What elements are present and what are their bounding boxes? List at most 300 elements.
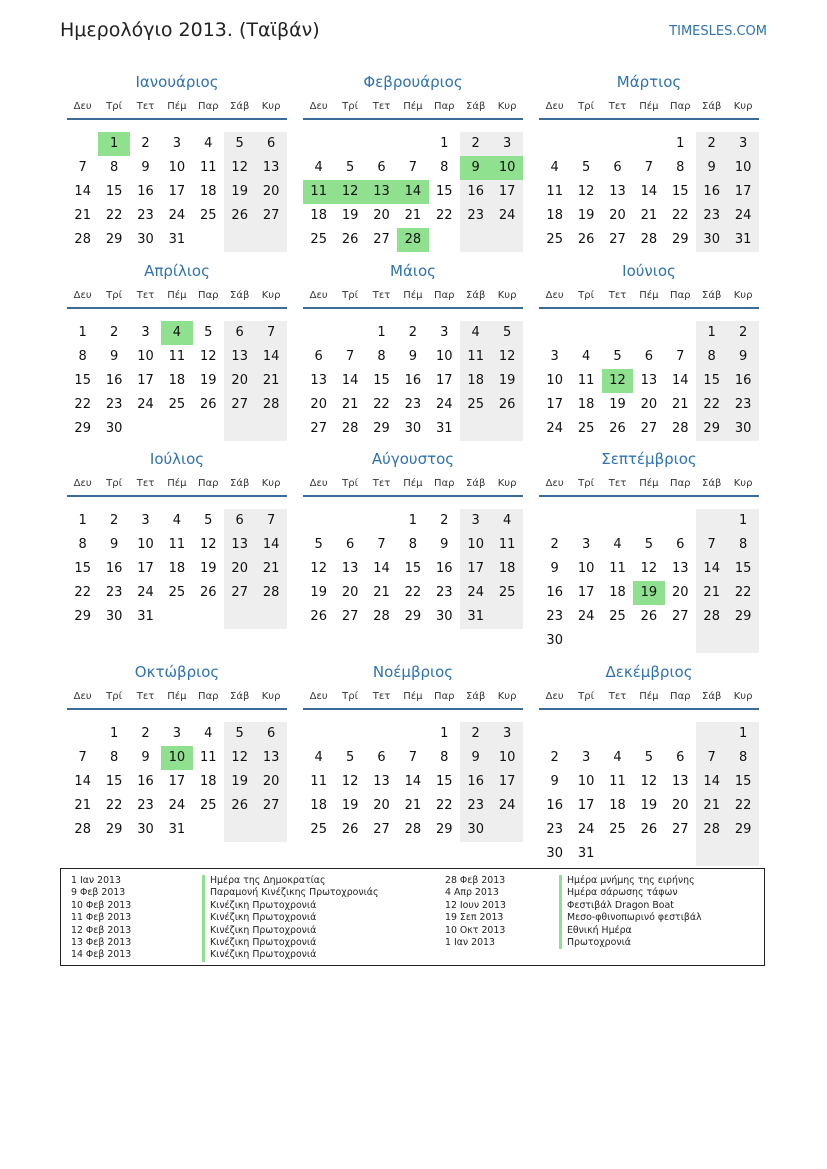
day-cell: 1 <box>440 136 449 151</box>
day-cell: 8 <box>727 533 758 557</box>
weekday-header: Παρ <box>434 691 455 702</box>
day-cell: 9 <box>109 537 119 552</box>
day-cell: 17 <box>168 184 186 199</box>
weekday-header: Κυρ <box>733 478 753 489</box>
weekday-header: Πέμ <box>403 101 423 112</box>
legend-holiday-name: Παραμονή Κινέζικης Πρωτοχρονιάς <box>202 887 379 899</box>
day-cell: 27 <box>672 609 689 624</box>
day-cell: 29 <box>74 421 91 436</box>
holiday-day-cell: 12 <box>334 180 365 204</box>
day-cell: 4 <box>460 321 491 345</box>
day-cell: 10 <box>137 349 154 364</box>
day-cell: 16 <box>105 561 123 576</box>
weekday-header: Τρί <box>106 101 122 112</box>
header-rule <box>303 307 523 309</box>
day-cell: 15 <box>74 561 91 576</box>
day-cell: 31 <box>436 421 453 436</box>
weekday-header: Τετ <box>608 101 627 112</box>
weekend-blank-cell <box>491 417 522 441</box>
day-cell: 26 <box>577 232 595 247</box>
day-cell: 3 <box>550 349 559 364</box>
holiday-day-cell: 4 <box>161 321 192 345</box>
weekday-header: Τετ <box>608 691 627 702</box>
day-cell: 17 <box>137 561 154 576</box>
weekend-blank-cell <box>224 818 255 842</box>
day-cell: 22 <box>74 585 91 600</box>
day-cell: 16 <box>546 585 563 600</box>
weekday-header: Παρ <box>198 290 219 301</box>
day-cell: 18 <box>577 397 595 412</box>
day-cell: 8 <box>676 160 685 175</box>
day-cell: 24 <box>137 397 154 412</box>
day-cell: 9 <box>408 349 418 364</box>
day-cell: 24 <box>460 581 491 605</box>
weekday-header: Σάβ <box>230 478 250 489</box>
day-cell: 4 <box>204 136 213 151</box>
day-cell: 3 <box>141 325 150 340</box>
day-cell: 2 <box>141 136 150 151</box>
day-cell: 27 <box>373 232 390 247</box>
day-cell: 19 <box>200 373 217 388</box>
day-cell: 30 <box>137 822 154 837</box>
day-cell: 28 <box>255 393 286 417</box>
day-cell: 4 <box>491 509 522 533</box>
day-cell: 24 <box>168 798 186 813</box>
day-cell: 7 <box>255 509 286 533</box>
day-cell: 5 <box>581 160 591 175</box>
header-rule <box>67 307 287 309</box>
weekday-header: Σάβ <box>466 478 486 489</box>
weekday-header: Σάβ <box>702 691 722 702</box>
day-cell: 12 <box>640 774 658 789</box>
day-cell: 25 <box>546 232 563 247</box>
day-cell: 29 <box>727 605 758 629</box>
day-cell: 22 <box>436 798 453 813</box>
weekday-header: Δευ <box>309 101 328 112</box>
day-cell: 29 <box>105 232 123 247</box>
day-cell: 25 <box>310 232 327 247</box>
day-cell: 20 <box>224 557 255 581</box>
day-cell: 23 <box>727 393 758 417</box>
weekday-header: Κυρ <box>261 478 281 489</box>
day-cell: 8 <box>440 750 449 765</box>
day-cell: 26 <box>224 794 255 818</box>
day-cell: 28 <box>373 609 390 624</box>
weekday-header: Κυρ <box>733 101 753 112</box>
day-cell: 14 <box>74 774 91 789</box>
header-rule <box>539 708 759 710</box>
day-cell: 10 <box>436 349 453 364</box>
weekday-header: Τρί <box>106 290 122 301</box>
month-name: Ιούλιος <box>149 450 205 468</box>
day-cell: 25 <box>460 393 491 417</box>
weekend-blank-cell <box>224 605 255 629</box>
legend-holiday-name: Εθνική Ημέρα <box>559 925 702 937</box>
day-cell: 23 <box>460 204 491 228</box>
day-cell: 21 <box>640 208 658 223</box>
day-cell: 2 <box>109 325 119 340</box>
day-cell: 11 <box>310 774 327 789</box>
weekday-header: Πέμ <box>167 290 187 301</box>
day-cell: 18 <box>609 585 626 600</box>
header-rule <box>67 495 287 497</box>
weekday-header: Πέμ <box>167 101 187 112</box>
weekday-header: Τρί <box>342 478 358 489</box>
holiday-day-cell: 10 <box>161 746 192 770</box>
weekday-header: Δευ <box>73 478 92 489</box>
day-cell: 4 <box>314 160 323 175</box>
day-cell: 13 <box>255 746 286 770</box>
day-cell: 14 <box>255 533 286 557</box>
day-cell: 21 <box>74 798 91 813</box>
day-cell: 16 <box>404 373 422 388</box>
day-cell: 10 <box>577 774 595 789</box>
day-cell: 5 <box>204 325 213 340</box>
legend-date: 11 Φεβ 2013 <box>71 912 132 924</box>
day-cell: 28 <box>404 822 422 837</box>
day-cell: 4 <box>172 513 182 528</box>
weekday-header: Παρ <box>670 101 691 112</box>
day-cell: 22 <box>404 585 422 600</box>
weekend-blank-cell <box>696 842 727 866</box>
legend-names-column-2 <box>559 875 702 949</box>
day-cell: 2 <box>460 722 491 746</box>
day-cell: 21 <box>696 794 727 818</box>
day-cell: 16 <box>436 561 453 576</box>
month-name: Απρίλιος <box>144 262 210 280</box>
day-cell: 27 <box>341 609 359 624</box>
day-cell: 16 <box>546 798 563 813</box>
weekday-header: Πέμ <box>639 101 659 112</box>
day-cell: 4 <box>613 537 622 552</box>
weekday-header: Τετ <box>608 290 627 301</box>
weekday-header: Σάβ <box>466 290 486 301</box>
legend-holiday-name: Μεσο-φθινοπωρινό φεστιβάλ <box>559 912 702 924</box>
weekend-blank-cell <box>224 417 255 441</box>
day-cell: 31 <box>460 605 491 629</box>
weekday-header: Τετ <box>136 101 155 112</box>
weekday-header: Δευ <box>309 478 328 489</box>
day-cell: 22 <box>727 581 758 605</box>
day-cell: 1 <box>78 513 87 528</box>
day-cell: 5 <box>644 537 654 552</box>
day-cell: 26 <box>224 204 255 228</box>
weekday-header: Δευ <box>73 101 92 112</box>
day-cell: 12 <box>310 561 327 576</box>
day-cell: 22 <box>727 794 758 818</box>
day-cell: 8 <box>696 345 727 369</box>
day-cell: 17 <box>460 557 491 581</box>
day-cell: 16 <box>137 774 154 789</box>
weekday-header: Τρί <box>578 691 594 702</box>
day-cell: 12 <box>577 184 595 199</box>
legend-date: 9 Φεβ 2013 <box>71 887 126 899</box>
day-cell: 3 <box>440 325 449 340</box>
day-cell: 9 <box>141 750 150 765</box>
day-cell: 3 <box>581 750 591 765</box>
day-cell: 14 <box>672 373 689 388</box>
weekday-header: Τετ <box>372 478 391 489</box>
day-cell: 2 <box>109 513 119 528</box>
day-cell: 20 <box>310 397 327 412</box>
day-cell: 1 <box>440 726 449 741</box>
day-cell: 19 <box>577 208 595 223</box>
weekday-header: Τετ <box>372 101 391 112</box>
holiday-legend <box>60 868 765 966</box>
day-cell: 10 <box>460 533 491 557</box>
weekday-header: Δευ <box>309 691 328 702</box>
day-cell: 25 <box>491 581 522 605</box>
day-cell: 24 <box>727 204 758 228</box>
brand-link[interactable]: TIMESLES.COM <box>669 24 767 39</box>
day-cell: 28 <box>74 232 91 247</box>
weekday-header: Σάβ <box>702 290 722 301</box>
weekday-header: Δευ <box>545 478 564 489</box>
day-cell: 5 <box>644 750 654 765</box>
day-cell: 13 <box>672 561 689 576</box>
day-cell: 30 <box>436 609 453 624</box>
day-cell: 7 <box>78 160 87 175</box>
day-cell: 23 <box>404 397 422 412</box>
day-cell: 13 <box>224 345 255 369</box>
legend-dates-column-2 <box>445 875 506 949</box>
weekend-blank-cell <box>696 629 727 653</box>
weekday-header: Δευ <box>545 101 564 112</box>
day-cell: 4 <box>581 349 591 364</box>
day-cell: 21 <box>341 397 359 412</box>
day-cell: 18 <box>310 208 327 223</box>
day-cell: 14 <box>404 774 422 789</box>
weekday-header: Τρί <box>342 101 358 112</box>
weekday-header: Τετ <box>136 691 155 702</box>
legend-date: 10 Φεβ 2013 <box>71 899 132 911</box>
day-cell: 7 <box>408 750 418 765</box>
day-cell: 26 <box>640 822 658 837</box>
day-cell: 27 <box>609 232 626 247</box>
day-cell: 16 <box>137 184 154 199</box>
day-cell: 14 <box>696 557 727 581</box>
day-cell: 21 <box>696 581 727 605</box>
legend-holiday-name: Κινέζικη Πρωτοχρονιά <box>202 900 379 912</box>
weekday-header: Δευ <box>73 691 92 702</box>
legend-holiday-name: Πρωτοχρονιά <box>559 937 702 949</box>
day-cell: 29 <box>436 822 453 837</box>
month-name: Φεβρουάριος <box>363 73 463 91</box>
weekday-header: Παρ <box>670 691 691 702</box>
day-cell: 7 <box>345 349 355 364</box>
day-cell: 6 <box>377 750 386 765</box>
day-cell: 26 <box>200 585 217 600</box>
day-cell: 19 <box>310 585 327 600</box>
day-cell: 28 <box>696 818 727 842</box>
holiday-day-cell: 28 <box>397 228 428 252</box>
day-cell: 9 <box>440 537 449 552</box>
day-cell: 12 <box>200 349 217 364</box>
day-cell: 20 <box>341 585 359 600</box>
day-cell: 23 <box>105 585 123 600</box>
day-cell: 24 <box>491 794 522 818</box>
day-cell: 28 <box>696 605 727 629</box>
month-name: Μάιος <box>390 262 436 280</box>
day-cell: 20 <box>672 798 689 813</box>
day-cell: 28 <box>672 421 689 436</box>
day-cell: 30 <box>546 633 563 648</box>
legend-date: 14 Φεβ 2013 <box>71 949 132 961</box>
day-cell: 30 <box>460 818 491 842</box>
weekday-header: Δευ <box>73 290 92 301</box>
weekday-header: Κυρ <box>733 290 753 301</box>
weekday-header: Πέμ <box>403 290 423 301</box>
day-cell: 9 <box>727 345 758 369</box>
legend-date: 13 Φεβ 2013 <box>71 936 132 948</box>
day-cell: 6 <box>255 132 286 156</box>
legend-date: 28 Φεβ 2013 <box>445 875 506 886</box>
day-cell: 21 <box>74 208 91 223</box>
day-cell: 22 <box>74 397 91 412</box>
day-cell: 1 <box>78 325 87 340</box>
legend-holiday-name: Κινέζικη Πρωτοχρονιά <box>202 912 379 924</box>
day-cell: 30 <box>546 846 563 861</box>
day-cell: 3 <box>581 537 591 552</box>
legend-holiday-name: Ημέρα σάρωσης τάφων <box>559 887 702 899</box>
weekday-header: Τετ <box>372 691 391 702</box>
day-cell: 28 <box>341 421 359 436</box>
day-cell: 4 <box>613 750 622 765</box>
legend-names-column-1 <box>202 875 379 962</box>
day-cell: 11 <box>168 349 186 364</box>
day-cell: 17 <box>577 585 595 600</box>
day-cell: 31 <box>727 228 758 252</box>
day-cell: 6 <box>224 321 255 345</box>
day-cell: 26 <box>341 822 359 837</box>
day-cell: 19 <box>224 180 255 204</box>
day-cell: 6 <box>224 509 255 533</box>
day-cell: 3 <box>491 132 522 156</box>
day-cell: 27 <box>224 393 255 417</box>
day-cell: 6 <box>314 349 323 364</box>
day-cell: 24 <box>577 822 595 837</box>
day-cell: 21 <box>404 208 422 223</box>
day-cell: 5 <box>224 722 255 746</box>
day-cell: 16 <box>105 373 123 388</box>
weekday-header: Τετ <box>372 290 391 301</box>
weekend-blank-cell <box>460 417 491 441</box>
day-cell: 15 <box>727 557 758 581</box>
day-cell: 15 <box>105 184 123 199</box>
weekday-header: Δευ <box>309 290 328 301</box>
day-cell: 16 <box>460 770 491 794</box>
day-cell: 28 <box>74 822 91 837</box>
day-cell: 4 <box>550 160 559 175</box>
weekday-header: Τρί <box>578 101 594 112</box>
day-cell: 30 <box>404 421 422 436</box>
holiday-day-cell: 12 <box>602 369 633 393</box>
day-cell: 10 <box>546 373 563 388</box>
weekday-header: Παρ <box>434 290 455 301</box>
day-cell: 5 <box>613 349 622 364</box>
day-cell: 13 <box>255 156 286 180</box>
weekend-blank-cell <box>727 842 758 866</box>
day-cell: 11 <box>609 561 626 576</box>
legend-date: 4 Απρ 2013 <box>445 887 499 899</box>
day-cell: 9 <box>696 156 727 180</box>
day-cell: 27 <box>255 794 286 818</box>
day-cell: 14 <box>255 345 286 369</box>
weekend-blank-cell <box>696 722 727 746</box>
day-cell: 15 <box>373 373 390 388</box>
weekend-blank-cell <box>696 509 727 533</box>
weekday-header: Κυρ <box>497 290 517 301</box>
day-cell: 8 <box>408 537 418 552</box>
weekend-blank-cell <box>255 605 286 629</box>
day-cell: 18 <box>168 373 186 388</box>
day-cell: 17 <box>546 397 563 412</box>
day-cell: 27 <box>310 421 327 436</box>
day-cell: 12 <box>491 345 522 369</box>
holiday-day-cell: 11 <box>303 180 334 204</box>
day-cell: 10 <box>168 160 186 175</box>
day-cell: 25 <box>168 397 186 412</box>
day-cell: 7 <box>408 160 418 175</box>
day-cell: 8 <box>78 537 87 552</box>
day-cell: 29 <box>672 232 689 247</box>
weekday-header: Παρ <box>434 478 455 489</box>
day-cell: 2 <box>550 537 559 552</box>
day-cell: 25 <box>609 822 626 837</box>
day-cell: 20 <box>255 180 286 204</box>
day-cell: 23 <box>137 208 154 223</box>
day-cell: 6 <box>676 750 685 765</box>
day-cell: 7 <box>255 321 286 345</box>
day-cell: 5 <box>314 537 323 552</box>
day-cell: 10 <box>577 561 595 576</box>
day-cell: 1 <box>109 726 119 741</box>
legend-holiday-name: Κινέζικη Πρωτοχρονιά <box>202 925 379 937</box>
header-rule <box>67 118 287 120</box>
day-cell: 5 <box>224 132 255 156</box>
header-rule <box>303 708 523 710</box>
day-cell: 9 <box>141 160 150 175</box>
day-cell: 7 <box>696 746 727 770</box>
day-cell: 12 <box>640 561 658 576</box>
day-cell: 20 <box>255 770 286 794</box>
day-cell: 26 <box>640 609 658 624</box>
day-cell: 31 <box>168 822 186 837</box>
day-cell: 2 <box>440 513 449 528</box>
day-cell: 19 <box>224 770 255 794</box>
legend-dates-column-1 <box>71 875 131 962</box>
day-cell: 15 <box>105 774 123 789</box>
day-cell: 15 <box>727 770 758 794</box>
weekend-blank-cell <box>727 629 758 653</box>
weekday-header: Κυρ <box>733 691 753 702</box>
day-cell: 26 <box>200 397 217 412</box>
day-cell: 7 <box>377 537 386 552</box>
day-cell: 7 <box>644 160 654 175</box>
month-name: Νοέμβριος <box>372 663 454 681</box>
day-cell: 26 <box>310 609 327 624</box>
weekday-header: Τετ <box>136 478 155 489</box>
day-cell: 30 <box>105 421 123 436</box>
weekend-blank-cell <box>224 228 255 252</box>
day-cell: 10 <box>137 537 154 552</box>
weekend-blank-cell <box>255 417 286 441</box>
day-cell: 5 <box>345 750 355 765</box>
holiday-day-cell: 13 <box>366 180 397 204</box>
day-cell: 30 <box>727 417 758 441</box>
day-cell: 28 <box>255 581 286 605</box>
day-cell: 23 <box>137 798 154 813</box>
